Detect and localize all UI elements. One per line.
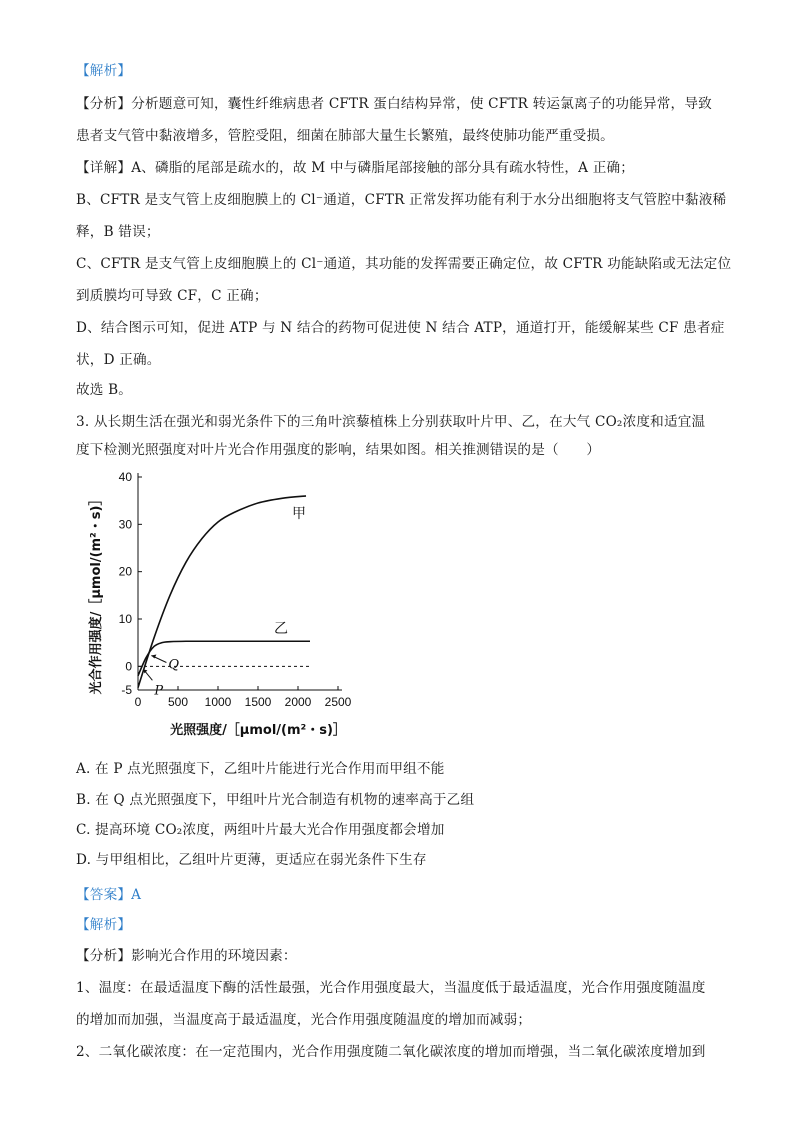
y-tick-label: 30 xyxy=(118,517,132,532)
fenxi-paragraph-line-1: 【分析】分析题意可知，囊性纤维病患者 CFTR 蛋白结构异常，使 CFTR 转运氯离子的功能异常，导致 xyxy=(76,96,712,112)
y-tick-label: 0 xyxy=(125,659,132,674)
jiexi-heading: 【解析】 xyxy=(76,63,132,79)
x-axis-title: 光照强度/［μmol/(m²・s)］ xyxy=(170,723,346,738)
series-label: 乙 xyxy=(274,621,288,638)
series-line-jia xyxy=(138,496,306,688)
y-tick-label: 20 xyxy=(118,564,132,579)
option-c: C. 提高环境 CO₂浓度，两组叶片最大光合作用强度都会增加 xyxy=(76,822,445,838)
y-tick-label: 40 xyxy=(118,470,132,484)
x-tick-label: 2500 xyxy=(324,695,352,709)
chart-labels-layer xyxy=(88,470,352,738)
point-label-q: Q xyxy=(168,657,180,673)
option-c-explanation-line-1: C、CFTR 是支气管上皮细胞膜上的 Cl⁻通道，其功能的发挥需要正确定位，故 CFTR 功能缺陷或无法定位 xyxy=(76,256,732,272)
light-photosynthesis-chart xyxy=(80,462,370,752)
option-b-explanation-line-1: B、CFTR 是支气管上皮细胞膜上的 Cl⁻通道，CFTR 正常发挥功能有利于水分出细胞将支气管腔中黏液稀 xyxy=(76,192,727,208)
x-tick-label: 500 xyxy=(167,695,189,709)
fenxi-paragraph-line-2: 患者支气管中黏液增多，管腔受阻，细菌在肺部大量生长繁殖，最终使肺功能严重受损。 xyxy=(76,128,614,144)
question-3-stem-line-1: 3. 从长期生活在强光和弱光条件下的三角叶滨藜植株上分别获取叶片甲、乙，在大气 CO₂浓度和适宜温 xyxy=(76,414,706,430)
conclusion-text: 故选 B。 xyxy=(76,382,133,398)
option-d-explanation-line-2: 状，D 正确。 xyxy=(76,352,161,368)
x-tick-label: 2000 xyxy=(284,695,312,709)
series-line-yi xyxy=(138,641,310,676)
x-tick-label: 1500 xyxy=(244,695,272,709)
xiangjie-line-a: 【详解】A、磷脂的尾部是疏水的，故 M 中与磷脂尾部接触的部分具有疏水特性，A 正确； xyxy=(76,160,635,176)
y-tick-label: 10 xyxy=(118,612,132,626)
x-tick-label: 0 xyxy=(134,695,142,709)
option-a: A. 在 P 点光照强度下，乙组叶片能进行光合作用而甲组不能 xyxy=(76,761,445,777)
factor-co2-line-1: 2、二氧化碳浓度：在一定范围内，光合作用强度随二氧化碳浓度的增加而增强，当二氧化碳浓度增加到 xyxy=(76,1044,706,1060)
factor-temperature-line-2: 的增加而加强，当温度高于最适温度，光合作用强度随温度的增加而减弱； xyxy=(76,1012,532,1028)
y-tick-label: -5 xyxy=(121,683,132,697)
jiexi-heading-2: 【解析】 xyxy=(76,917,132,933)
answer-line: 【答案】A xyxy=(76,887,142,903)
fenxi-line-2: 【分析】影响光合作用的环境因素： xyxy=(76,948,297,964)
series-label: 甲 xyxy=(292,505,306,522)
x-tick-label: 1000 xyxy=(204,695,232,709)
option-b: B. 在 Q 点光照强度下，甲组叶片光合制造有机物的速率高于乙组 xyxy=(76,792,475,808)
chart-series-layer xyxy=(138,496,310,688)
option-d: D. 与甲组相比，乙组叶片更薄，更适应在弱光条件下生存 xyxy=(76,852,427,868)
question-3-stem-line-2: 度下检测光照强度对叶片光合作用强度的影响，结果如图。相关推测错误的是（ ） xyxy=(76,442,601,458)
option-b-explanation-line-2: 释，B 错误； xyxy=(76,224,160,240)
option-d-explanation-line-1: D、结合图示可知，促进 ATP 与 N 结合的药物可促进使 N 结合 ATP，通道打开，能缓解某些 CF 患者症 xyxy=(76,320,725,336)
point-label-p: P xyxy=(154,683,164,699)
y-axis-title: 光合作用强度/［μmol/(m²・s)］ xyxy=(89,492,104,695)
option-c-explanation-line-2: 到质膜均可导致 CF，C 正确； xyxy=(76,288,268,304)
factor-temperature-line-1: 1、温度：在最适温度下酶的活性最强，光合作用强度最大，当温度低于最适温度，光合作用强度随温度 xyxy=(76,980,706,996)
